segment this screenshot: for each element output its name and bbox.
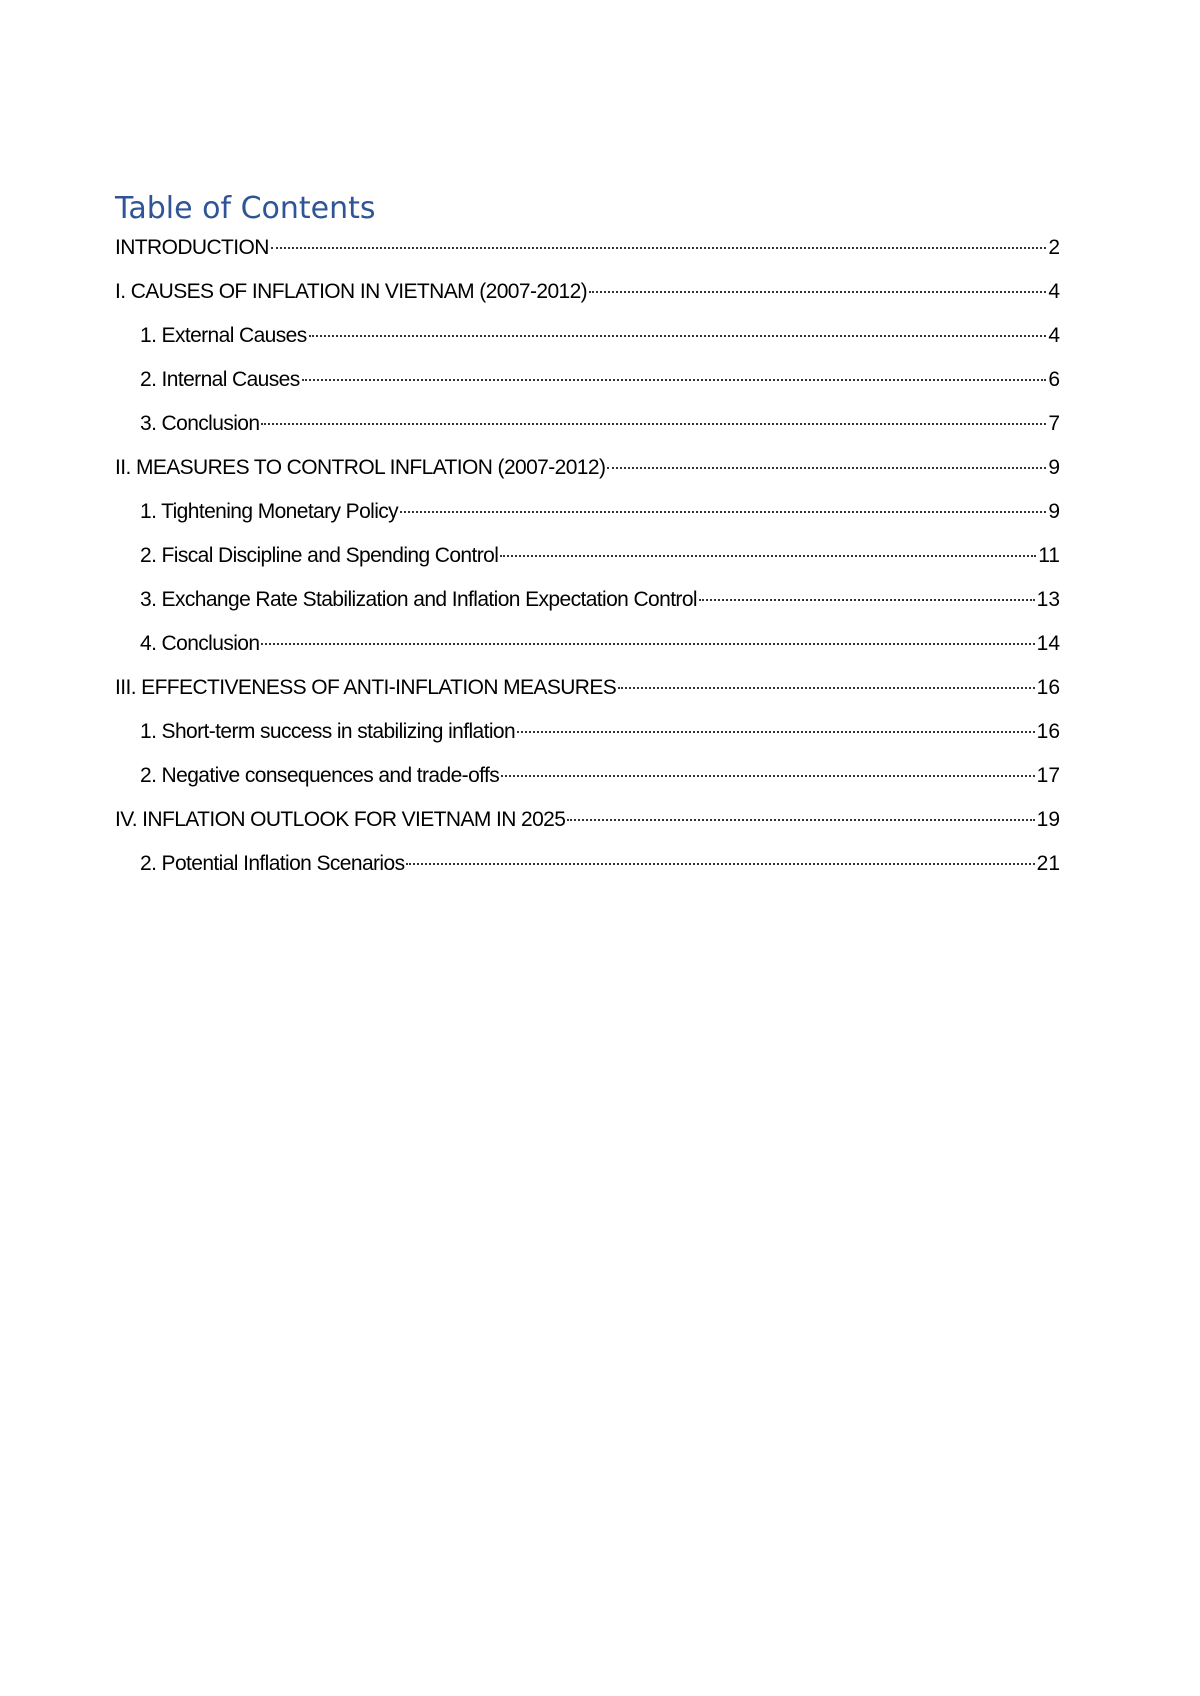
toc-entry-label: 2. Internal Causes xyxy=(140,368,300,391)
toc-dot-leader xyxy=(400,511,1046,513)
toc-page-number: 19 xyxy=(1036,808,1060,831)
toc-dot-leader xyxy=(501,775,1035,777)
toc-page-number: 13 xyxy=(1036,588,1060,611)
toc-entry-internal-causes[interactable] xyxy=(115,368,1060,412)
toc-entry-measures-conclusion[interactable] xyxy=(115,632,1060,676)
toc-entry-label: IV. INFLATION OUTLOOK FOR VIETNAM IN 2025 xyxy=(115,808,566,831)
toc-entry-label: INTRODUCTION xyxy=(115,236,269,259)
toc-dot-leader xyxy=(517,731,1035,733)
toc-dot-leader xyxy=(567,819,1034,821)
toc-page-number: 9 xyxy=(1048,456,1060,479)
toc-page-number: 4 xyxy=(1048,324,1060,347)
toc-dot-leader xyxy=(261,423,1046,425)
toc-entry-introduction[interactable] xyxy=(115,236,1060,280)
toc-entry-label: I. CAUSES OF INFLATION IN VIETNAM (2007-2012) xyxy=(115,280,588,303)
toc-dot-leader xyxy=(589,291,1046,293)
toc-entry-label: 3. Exchange Rate Stabilization and Inflation Expectation Control xyxy=(140,588,697,611)
toc-entry-label: 2. Potential Inflation Scenarios xyxy=(140,852,405,875)
toc-page-number: 21 xyxy=(1036,852,1060,875)
toc-page-number: 17 xyxy=(1036,764,1060,787)
toc-entry-external-causes[interactable] xyxy=(115,324,1060,368)
toc-dot-leader xyxy=(500,555,1036,557)
toc-entry-label: 4. Conclusion xyxy=(140,632,260,655)
toc-entry-label: 1. External Causes xyxy=(140,324,307,347)
toc-page-number: 4 xyxy=(1048,280,1060,303)
toc-page-number: 14 xyxy=(1036,632,1060,655)
toc-dot-leader xyxy=(618,687,1034,689)
toc-page-number: 7 xyxy=(1048,412,1060,435)
toc-entry-label: II. MEASURES TO CONTROL INFLATION (2007-2012) xyxy=(115,456,606,479)
toc-page-number: 11 xyxy=(1038,544,1060,567)
toc-dot-leader xyxy=(699,599,1035,601)
toc-entry-inflation-scenarios[interactable] xyxy=(115,852,1060,896)
toc-dot-leader xyxy=(607,467,1046,469)
toc-entry-inflation-outlook[interactable] xyxy=(115,808,1060,852)
toc-page-number: 16 xyxy=(1036,720,1060,743)
toc-entry-fiscal-discipline[interactable] xyxy=(115,544,1060,588)
toc-dot-leader xyxy=(406,863,1034,865)
toc-entry-label: 2. Fiscal Discipline and Spending Control xyxy=(140,544,499,567)
toc-page-number: 16 xyxy=(1036,676,1060,699)
toc-entry-list xyxy=(115,236,1060,896)
toc-entry-label: 1. Short-term success in stabilizing inflation xyxy=(140,720,516,743)
toc-dot-leader xyxy=(271,247,1047,249)
toc-entry-short-term-success[interactable] xyxy=(115,720,1060,764)
toc-page-number: 9 xyxy=(1048,500,1060,523)
toc-page-number: 2 xyxy=(1048,236,1060,259)
toc-entry-causes-conclusion[interactable] xyxy=(115,412,1060,456)
toc-entry-causes-of-inflation[interactable] xyxy=(115,280,1060,324)
toc-entry-measures-to-control[interactable] xyxy=(115,456,1060,500)
table-of-contents xyxy=(115,190,1060,896)
toc-entry-label: 3. Conclusion xyxy=(140,412,260,435)
toc-entry-exchange-rate[interactable] xyxy=(115,588,1060,632)
toc-page-number: 6 xyxy=(1048,368,1060,391)
toc-entry-effectiveness[interactable] xyxy=(115,676,1060,720)
toc-entry-label: III. EFFECTIVENESS OF ANTI-INFLATION MEASURES xyxy=(115,676,617,699)
toc-entry-negative-consequences[interactable] xyxy=(115,764,1060,808)
toc-entry-monetary-policy[interactable] xyxy=(115,500,1060,544)
toc-title: Table of Contents xyxy=(115,191,376,226)
toc-dot-leader xyxy=(302,379,1047,381)
toc-entry-label: 2. Negative consequences and trade-offs xyxy=(140,764,500,787)
toc-entry-label: 1. Tightening Monetary Policy xyxy=(140,500,399,523)
toc-dot-leader xyxy=(309,335,1047,337)
toc-dot-leader xyxy=(261,643,1034,645)
